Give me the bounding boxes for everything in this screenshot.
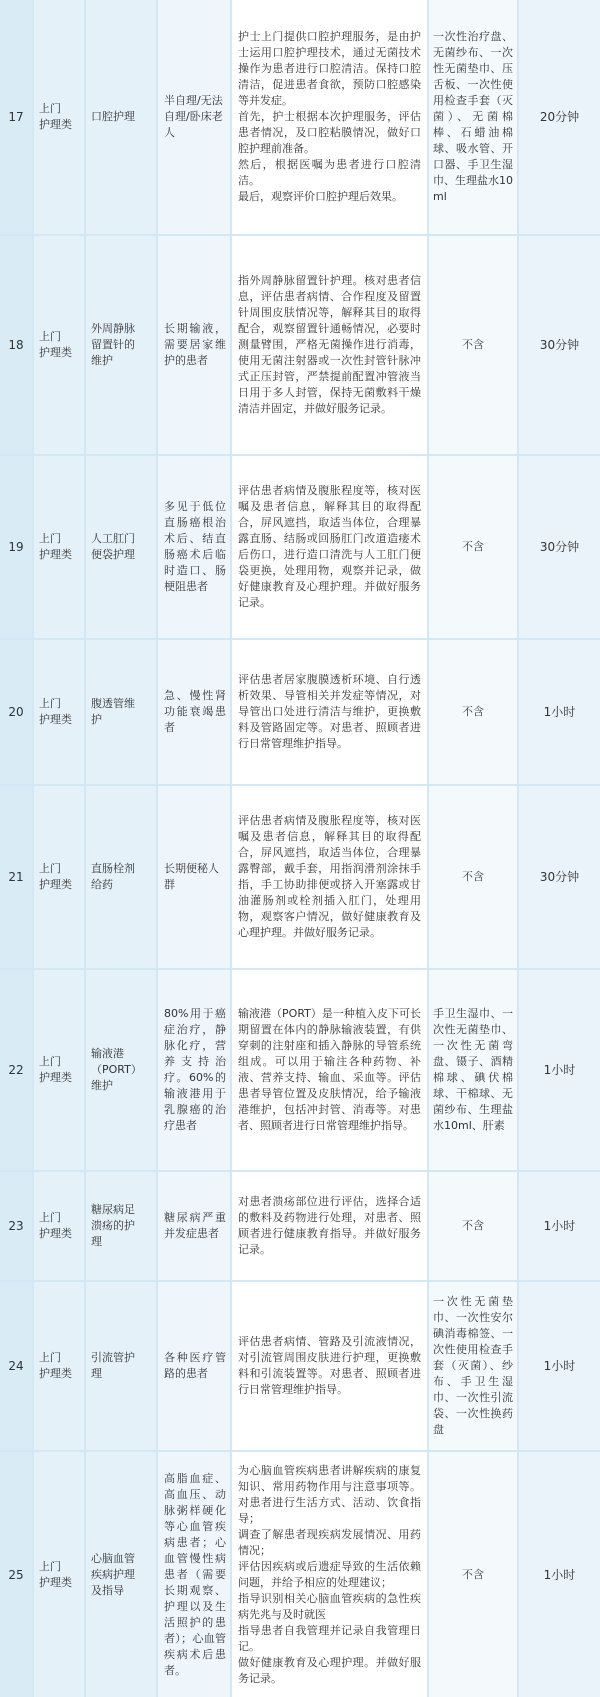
row-service-name: 引流管护 理 bbox=[86, 1282, 156, 1450]
row-index: 19 bbox=[0, 456, 32, 638]
row-service-name: 糖尿病足 溃疡的护 理 bbox=[86, 1172, 156, 1280]
row-description: 评估患者病情及腹胀程度等，核对医嘱及患者信息，解释其目的取得配合，屏风遮挡，取适当体位，合理暴露直肠、结肠或回肠肛门改道造瘘术后伤口，进行造口清洗与人工肛门便袋更换，处理用物，观察并记录，做好健康教育及心理护理。并做好服务记录。 bbox=[232, 456, 427, 638]
row-service-name: 心脑血管 疾病护理 及指导 bbox=[86, 1452, 156, 1697]
row-target-group: 长期便秘人 群 bbox=[158, 786, 230, 968]
row-index: 18 bbox=[0, 236, 32, 454]
row-consumables: 手卫生湿巾、一次性无菌垫巾、一次性无菌弯盘、镊子、酒精棉球、碘伏棉球、干棉球、无菌纱布、生理盐水10ml、肝素 bbox=[429, 970, 517, 1170]
row-index: 24 bbox=[0, 1282, 32, 1450]
row-target-group: 糖尿病严重并发症患者 bbox=[158, 1172, 230, 1280]
row-duration: 30分钟 bbox=[519, 786, 600, 968]
row-category: 上门 护理类 bbox=[34, 640, 84, 784]
row-target-group: 急、慢性肾功能衰竭患者 bbox=[158, 640, 230, 784]
row-category: 上门 护理类 bbox=[34, 786, 84, 968]
row-index: 25 bbox=[0, 1452, 32, 1697]
row-consumables: 一次性治疗盘、无菌纱布、一次性无菌垫巾、压舌板、一次性使用检查手套（灭菌）、无菌棉棒、石蜡油棉球、吸水管、开口器、手卫生湿巾、生理盐水10ml bbox=[429, 0, 517, 234]
row-category: 上门 护理类 bbox=[34, 456, 84, 638]
table-row bbox=[0, 0, 600, 234]
row-duration: 30分钟 bbox=[519, 236, 600, 454]
row-duration: 1小时 bbox=[519, 640, 600, 784]
row-target-group: 长期输液，需要居家维护的患者 bbox=[158, 236, 230, 454]
table-row bbox=[0, 1282, 600, 1450]
row-description: 指外周静脉留置针护理。核对患者信息，评估患者病情、合作程度及留置针周围皮肤情况等，解释其目的取得配合，观察留置针通畅情况，必要时测量臂围，严格无菌操作进行消毒，使用无菌注射器或一次性封管针脉冲式正压封管，严禁提前配置冲管液当日用于多人封管，保持无菌敷料干燥清洁并固定，并做好服务记录。 bbox=[232, 236, 427, 454]
row-category: 上门 护理类 bbox=[34, 236, 84, 454]
row-description: 输液港（PORT）是一种植入皮下可长期留置在体内的静脉输液装置，有供穿刺的注射座和插入静脉的导管系统组成。可以用于输注各种药物、补液、营养支持、输血、采血等。评估患者导管位置及皮肤情况，给予输液港维护，包括冲封管、消毒等。对患者、照顾者进行日常管理维护指导。 bbox=[232, 970, 427, 1170]
row-description: 评估患者居家腹膜透析环境、自行透析效果、导管相关并发症等情况，对导管出口处进行清洁与维护，更换敷料及管路固定等。对患者、照顾者进行日常管理维护指导。 bbox=[232, 640, 427, 784]
table-row bbox=[0, 640, 600, 784]
row-consumables: 不含 bbox=[429, 640, 517, 784]
row-category: 上门 护理类 bbox=[34, 0, 84, 234]
row-description: 对患者溃疡部位进行评估，选择合适的敷料及药物进行处理，对患者、照顾者进行健康教育指导。并做好服务记录。 bbox=[232, 1172, 427, 1280]
row-service-name: 输液港 （PORT） 维护 bbox=[86, 970, 156, 1170]
row-duration: 1小时 bbox=[519, 1452, 600, 1697]
row-duration: 20分钟 bbox=[519, 0, 600, 234]
row-duration: 30分钟 bbox=[519, 456, 600, 638]
row-duration: 1小时 bbox=[519, 970, 600, 1170]
row-consumables: 不含 bbox=[429, 456, 517, 638]
row-category: 上门 护理类 bbox=[34, 1282, 84, 1450]
row-service-name: 外周静脉 留置针的 维护 bbox=[86, 236, 156, 454]
row-category: 上门 护理类 bbox=[34, 970, 84, 1170]
row-target-group: 各种医疗管路的患者 bbox=[158, 1282, 230, 1450]
row-service-name: 人工肛门 便袋护理 bbox=[86, 456, 156, 638]
row-target-group: 80%用于癌症治疗，静脉化疗，营养支持治疗。60%的输液港用于乳腺癌的治疗患者 bbox=[158, 970, 230, 1170]
row-target-group: 多见于低位直肠癌根治术后、结直肠癌术后临时造口、肠梗阻患者 bbox=[158, 456, 230, 638]
row-category: 上门 护理类 bbox=[34, 1172, 84, 1280]
row-consumables: 一次性无菌垫巾、一次性安尔碘消毒棉签、一次性使用检查手套（灭菌）、纱布、手卫生湿巾、一次性引流袋、一次性换药盘 bbox=[429, 1282, 517, 1450]
table-row bbox=[0, 786, 600, 968]
row-duration: 1小时 bbox=[519, 1172, 600, 1280]
table-row bbox=[0, 456, 600, 638]
table-row bbox=[0, 236, 600, 454]
row-target-group: 半自理/无法 自理/卧床老 人 bbox=[158, 0, 230, 234]
row-description: 评估患者病情及腹胀程度等，核对医嘱及患者信息，解释其目的取得配合，屏风遮挡，取适当体位，合理暴露臀部，戴手套，用指润滑剂涂抹手指，手工协助排便或挤入开塞露或甘油灌肠剂或栓剂插入肛门，处理用物，观察客户情况，做好健康教育及心理护理。并做好服务记录。 bbox=[232, 786, 427, 968]
row-index: 22 bbox=[0, 970, 32, 1170]
table-row bbox=[0, 1172, 600, 1280]
row-index: 20 bbox=[0, 640, 32, 784]
row-description: 评估患者病情、管路及引流液情况，对引流管周围皮肤进行护理，更换敷料和引流装置等。对患者、照顾者进行日常管理维护指导。 bbox=[232, 1282, 427, 1450]
row-description: 为心脑血管疾病患者讲解疾病的康复知识、常用药物作用与注意事项等。对患者进行生活方式、活动、饮食指导； 调查了解患者现疾病发展情况、用药情况； 评估因疾病或后遗症导致的生活依赖问题，并给予相应的处理建议； 指导识别相关心脑血管疾病的急性疾病先兆与及时就医 指导患者自我管理并记录自我管理日记。 做好健康教育及心理护理。并做好服务记录。 bbox=[232, 1452, 427, 1697]
row-index: 21 bbox=[0, 786, 32, 968]
row-index: 23 bbox=[0, 1172, 32, 1280]
row-service-name: 口腔护理 bbox=[86, 0, 156, 234]
row-index: 17 bbox=[0, 0, 32, 234]
row-category: 上门 护理类 bbox=[34, 1452, 84, 1697]
row-duration: 1小时 bbox=[519, 1282, 600, 1450]
table-row bbox=[0, 970, 600, 1170]
row-description: 护士上门提供口腔护理服务，是由护士运用口腔护理技术，通过无菌技术操作为患者进行口腔清洁。保持口腔清洁，促进患者食欲，预防口腔感染等并发症。 首先，护士根据本次护理服务，评估患者情况，及口腔粘膜情况，做好口腔护理前准备。 然后，根据医嘱为患者进行口腔清洁。 最后，观察评价口腔护理后效果。 bbox=[232, 0, 427, 234]
table-row bbox=[0, 1452, 600, 1697]
row-service-name: 直肠栓剂 给药 bbox=[86, 786, 156, 968]
row-service-name: 腹透管维 护 bbox=[86, 640, 156, 784]
row-consumables: 不含 bbox=[429, 1172, 517, 1280]
row-consumables: 不含 bbox=[429, 786, 517, 968]
row-consumables: 不含 bbox=[429, 236, 517, 454]
row-consumables: 不含 bbox=[429, 1452, 517, 1697]
row-target-group: 高脂血症、高血压、动脉粥样硬化等心血管疾病患者；心血管慢性病患者（需要长期观察、护理以及生活照护的患者）；心血管疾病术后患者。 bbox=[158, 1452, 230, 1697]
